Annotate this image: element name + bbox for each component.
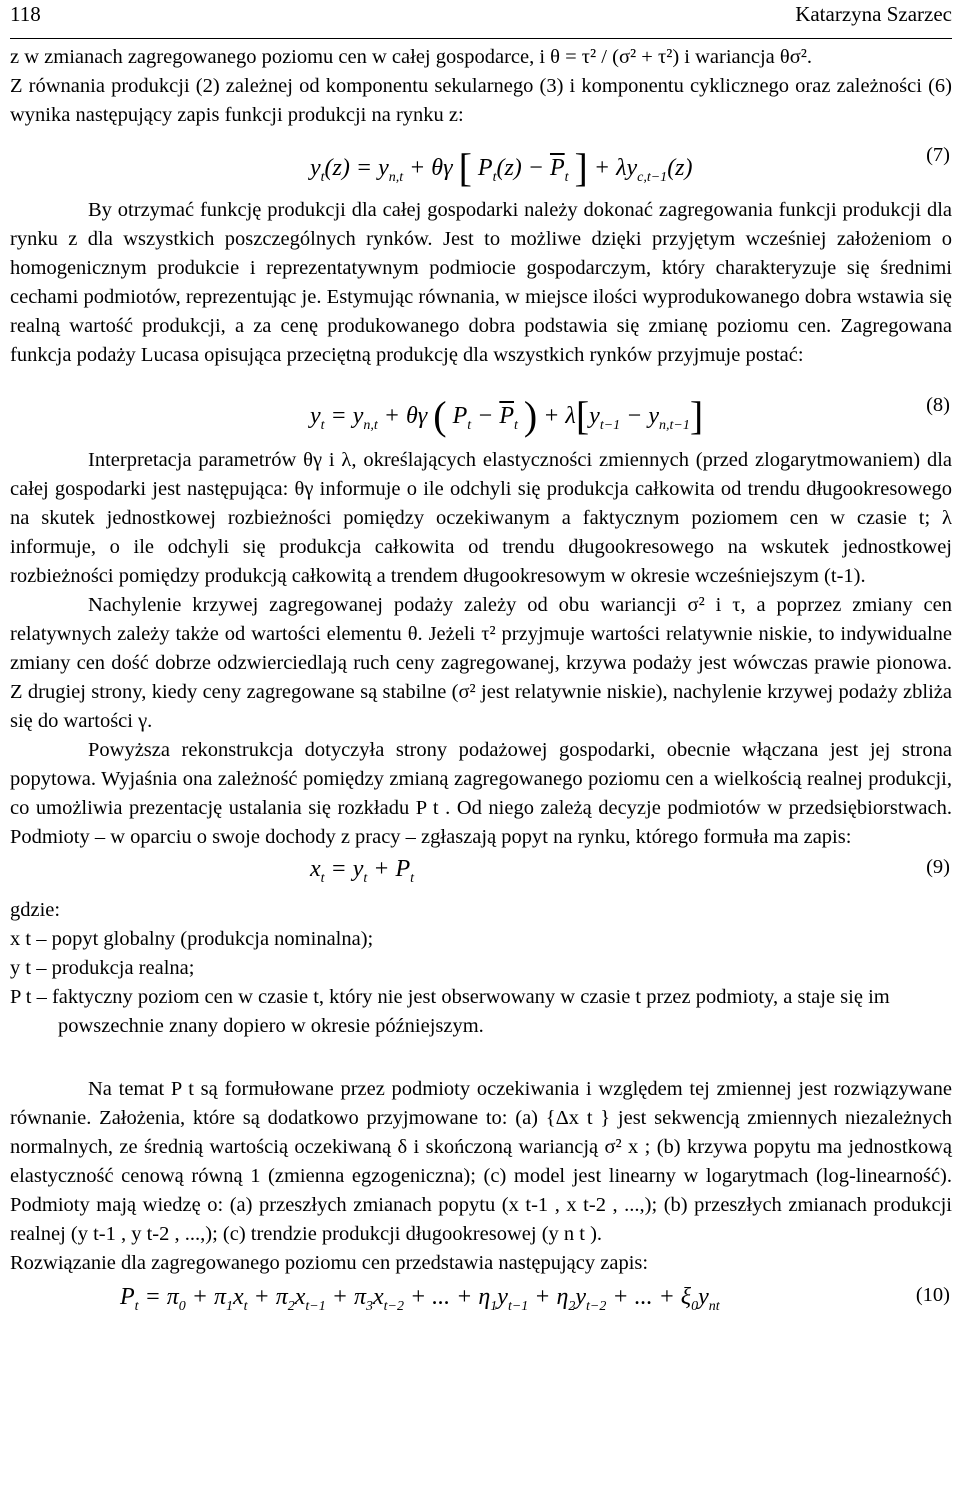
equation-10-expression: $P_t = \pi_0 + \pi_1x_t + \pi_2x_{t-1} + \pi_3x_{t-2}$ + ... + $\eta_1y_{t-1} + \eta_2y_{t-2}$ + ... + $\xi_0y_{nt}$ — [120, 1284, 720, 1314]
equation-7-number: (7) — [926, 144, 950, 166]
equation-10-number: (10) — [915, 1284, 950, 1306]
paragraph-solution-intro: Rozwiązanie dla zagregowanego poziomu cen przedstawia następujący zapis: — [10, 1252, 649, 1274]
equation-9-number: (9) — [926, 856, 950, 878]
equation-8-number: (8) — [926, 394, 950, 416]
running-head-author: Katarzyna Szarzec — [795, 2, 952, 26]
paragraph-expectations: Na temat P t są formułowane przez podmioty oczekiwania i względem tej zmiennej jest rozwiązywane równanie. Założenia, które są dodatkowo przyjmowane to: (a) {Δx t } jest sekwencją zmiennych niezależnych normalnych, ze średnią wartością oczekiwaną δ i skończoną wariancją σ² x ; (b) krzywa popytu ma jednostkową elastyczność cenową równą 1 (zmienna egzogeniczna); (c) model jest linearny w logarytmach (log-linearność). Podmioty mają wiedzę o: (a) przeszłych zmianach popytu (x t-1 , x t-2 , ...,); (b) przeszłych zmianach produkcji realnej (y t-1 , y t-2 , ...,); (c) trendzie produkcji długookresowej (y n t ). — [10, 1078, 952, 1245]
definitions-list — [10, 896, 952, 1041]
paragraph-interpretation: Interpretacja parametrów θγ i λ, określających elastyczności zmiennych (przed zlogarytmowaniem) dla całej gospodarki jest następująca: θγ informuje o ile odchyli się produkcja całkowita od trendu długookresowego na skutek jednostkowej rozbieżności pomiędzy oczekiwanym a faktycznym poziomem cen w czasie t; λ informuje, o ile odchyli się produkcja całkowita od trendu długookresowego na wskutek jednostkowej rozbieżności pomiędzy produkcją całkowitą a trendem długookresowym w okresie wcześniejszym (t-1). — [10, 449, 952, 587]
paragraph-aggregation: By otrzymać funkcję produkcji dla całej gospodarki należy dokonać zagregowania funkcji produkcji dla rynku z dla wszystkich poszczególnych rynków. Jest to możliwe dzięki przyjętym wcześniej założeniom o homogenicznym produkcie i reprezentatywnym podmiocie gospodarczym, który charakteryzuje się średnimi cechami podmiotów, reprezentując je. Estymując równania, w miejsce ilości wyprodukowanego dobra wstawia się realną wartość produkcji, a za cenę produkowanego dobra podstawia się zmianę poziomu cen. Zagregowana funkcja podaży Lucasa opisująca przeciętną produkcję dla wszystkich rynków przyjmuje postać: — [10, 199, 952, 366]
document-page — [10, 0, 952, 1324]
definition-item: x t – popyt globalny (produkcja nominalna); — [10, 928, 374, 950]
equation-9 — [10, 852, 952, 896]
equation-7-expression: $y_t(z) = y_{n,t} + \theta\gamma$ [ $P_t(z) - \overline{P}_t$ ] + $\lambda y_{c,t-1}(z)$ — [310, 145, 693, 190]
paragraph-slope: Nachylenie krzywej zagregowanej podaży zależy od obu wariancji σ² i τ, a poprzez zmiany cen relatywnych zależy także od wartości elementu θ. Jeżeli τ² przyjmuje wartości relatywnie niskie, to indywidualne zmiany cen dość dobrze odzwierciedlają ruch ceny zagregowanej, krzywa podaży jest wówczas prawie pionowa. Z drugiej strony, kiedy ceny zagregowane są stabilne (σ² jest relatywnie niskie), nachylenie krzywej podaży zbliża się do wartości γ. — [10, 594, 952, 732]
page-header — [10, 0, 952, 39]
equation-8-expression: $y_t = y_{n,t} + \theta\gamma$ ( $P_t - \overline{P}_t$ ) + $\lambda[y_{t-1} - y_{n,t-1}]$ — [310, 393, 704, 438]
paragraph-gap — [10, 1041, 952, 1075]
paragraph-production: Z równania produkcji (2) zależnej od komponentu sekularnego (3) i komponentu cyklicznego oraz zależności (6) wynika następujący zapis funkcji produkcji na rynku z: — [10, 75, 952, 126]
equation-9-expression: $x_t = y_t + P_t$ — [310, 856, 415, 886]
equation-7 — [10, 134, 952, 196]
paragraph-intro: z w zmianach zagregowanego poziomu cen w całej gospodarce, i θ = τ² / (σ² + τ²) i wariancja θσ². — [10, 46, 813, 68]
equation-10 — [10, 1284, 952, 1324]
page-number: 118 — [10, 2, 41, 26]
definition-item: y t – produkcja realna; — [10, 957, 195, 979]
definition-item: P t – faktyczny poziom cen w czasie t, który nie jest obserwowany w czasie t przez podmioty, a staje się im powszechnie znany dopiero w okresie późniejszym. — [10, 986, 890, 1037]
definitions-intro: gdzie: — [10, 899, 61, 921]
equation-8 — [10, 384, 952, 446]
paragraph-demand-side: Powyższa rekonstrukcja dotyczyła strony podażowej gospodarki, obecnie włączana jest jej strona popytowa. Wyjaśnia ona zależność pomiędzy zmianą zagregowanego poziomu cen a wielkością realnej produkcji, co umożliwia prezentację ustalania się rozkładu P t . Od niego zależą decyzje podmiotów w przedsiębiorstwach. Podmioty – w oparciu o swoje dochody z pracy – zgłaszają popyt na rynku, którego formuła ma zapis: — [10, 739, 952, 848]
